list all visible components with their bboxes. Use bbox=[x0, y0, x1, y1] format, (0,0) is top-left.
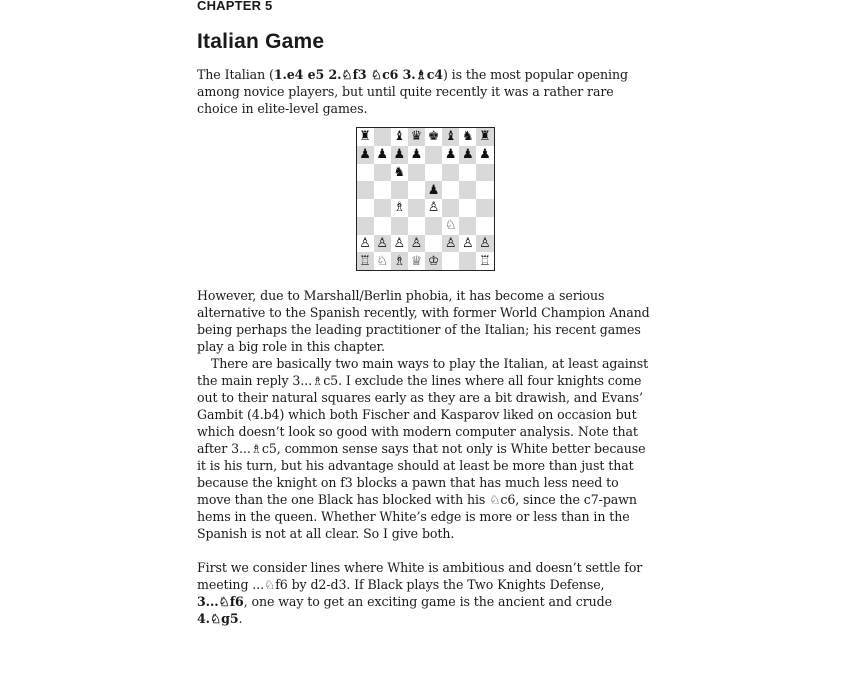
square-f4 bbox=[442, 199, 459, 217]
square-h7 bbox=[476, 146, 493, 164]
chess-piece-icon: ♝ bbox=[444, 129, 457, 145]
square-h2 bbox=[476, 235, 493, 253]
chess-piece-icon: ♞ bbox=[393, 164, 406, 180]
square-c5 bbox=[391, 181, 408, 199]
chess-piece-icon: ♙ bbox=[359, 235, 371, 251]
square-b6 bbox=[374, 164, 391, 182]
two-knights-move-1: 3...♘f6 bbox=[197, 594, 244, 609]
square-f3 bbox=[442, 217, 459, 235]
square-g3 bbox=[459, 217, 476, 235]
square-c8 bbox=[391, 128, 408, 146]
square-e8 bbox=[425, 128, 442, 146]
square-a7 bbox=[357, 146, 374, 164]
square-g8 bbox=[459, 128, 476, 146]
chess-piece-icon: ♞ bbox=[461, 129, 474, 145]
square-a8 bbox=[357, 128, 374, 146]
square-d1 bbox=[408, 252, 425, 270]
square-e1 bbox=[425, 252, 442, 270]
chess-piece-icon: ♟ bbox=[479, 147, 491, 163]
two-knights-text-c: . bbox=[238, 611, 243, 626]
square-f2 bbox=[442, 235, 459, 253]
chess-piece-icon: ♛ bbox=[410, 129, 423, 145]
two-knights-text-a: First we consider lines where White is ambitious and doesn’t settle for meeting ...♘f6 by d2-d3. If Black plays the Two Knights Defense, bbox=[197, 560, 643, 592]
square-f1 bbox=[442, 252, 459, 270]
two-knights-move-2: 4.♘g5 bbox=[197, 611, 239, 626]
chess-piece-icon: ♙ bbox=[393, 235, 406, 251]
paragraph-two-knights bbox=[197, 559, 652, 627]
two-knights-text-b: , one way to get an exciting game is the ancient and crude bbox=[243, 594, 612, 609]
chess-piece-icon: ♟ bbox=[410, 147, 423, 163]
square-g6 bbox=[459, 164, 476, 182]
chess-piece-icon: ♘ bbox=[376, 253, 389, 269]
square-c4 bbox=[391, 199, 408, 217]
paragraph-main-ways: There are basically two main ways to play the Italian, at least against the main reply 3...♗c5. I exclude the lines where all four knights come out to their natural squares early as they are a bit drawish, and Evans’ Gambit (4.b4) which both Fischer and Kasparov liked on occasion but which doesn’t look so good with modern computer analysis. Note that after 3...♗c5, common sense says that not only is White better because it is his turn, but his advantage should at least be more than just that because the knight on f3 blocks a pawn that has much less need to move than the one Black has blocked with his ♘c6, since the c7-pawn hems in the queen. Whether White’s edge is more or less than in the Spanish is not at all clear. So I give both. bbox=[197, 356, 649, 541]
square-d4 bbox=[408, 199, 425, 217]
square-g1 bbox=[459, 252, 476, 270]
chess-piece-icon: ♕ bbox=[410, 253, 423, 269]
chess-piece-icon: ♟ bbox=[427, 182, 440, 198]
square-a3 bbox=[357, 217, 374, 235]
chess-piece-icon: ♙ bbox=[410, 235, 423, 251]
square-h8 bbox=[476, 128, 493, 146]
chess-piece-icon: ♚ bbox=[427, 129, 440, 145]
square-d2 bbox=[408, 235, 425, 253]
square-b1 bbox=[374, 252, 391, 270]
square-f5 bbox=[442, 181, 459, 199]
square-h3 bbox=[476, 217, 493, 235]
chess-piece-icon: ♘ bbox=[444, 218, 457, 234]
square-a1 bbox=[357, 252, 374, 270]
square-e3 bbox=[425, 217, 442, 235]
square-h1 bbox=[476, 252, 493, 270]
chess-piece-icon: ♟ bbox=[461, 147, 474, 163]
square-b3 bbox=[374, 217, 391, 235]
square-b4 bbox=[374, 199, 391, 217]
square-e7 bbox=[425, 146, 442, 164]
intro-text-a: The Italian ( bbox=[197, 67, 274, 82]
square-a6 bbox=[357, 164, 374, 182]
square-f6 bbox=[442, 164, 459, 182]
square-e6 bbox=[425, 164, 442, 182]
square-b7 bbox=[374, 146, 391, 164]
book-page bbox=[197, 0, 652, 627]
square-b2 bbox=[374, 235, 391, 253]
square-c6 bbox=[391, 164, 408, 182]
chess-piece-icon: ♗ bbox=[393, 200, 406, 216]
square-g7 bbox=[459, 146, 476, 164]
intro-text-b: ) is the most popular opening among novice players, but until quite recently it was a rather rare choice in elite-level games. bbox=[197, 67, 628, 116]
square-c3 bbox=[391, 217, 408, 235]
chess-piece-icon: ♖ bbox=[359, 253, 371, 269]
square-d3 bbox=[408, 217, 425, 235]
square-h6 bbox=[476, 164, 493, 182]
chapter-label: CHAPTER 5 bbox=[197, 0, 273, 13]
chess-piece-icon: ♟ bbox=[444, 147, 457, 163]
square-g5 bbox=[459, 181, 476, 199]
chess-piece-icon: ♖ bbox=[479, 253, 491, 269]
chess-diagram bbox=[197, 127, 652, 271]
square-a4 bbox=[357, 199, 374, 217]
chess-piece-icon: ♙ bbox=[461, 235, 474, 251]
square-d8 bbox=[408, 128, 425, 146]
chess-piece-icon: ♝ bbox=[393, 129, 406, 145]
square-h4 bbox=[476, 199, 493, 217]
chess-piece-icon: ♙ bbox=[376, 235, 389, 251]
square-d7 bbox=[408, 146, 425, 164]
intro-paragraph bbox=[197, 66, 652, 117]
square-h5 bbox=[476, 181, 493, 199]
chess-piece-icon: ♙ bbox=[479, 235, 491, 251]
chess-piece-icon: ♟ bbox=[393, 147, 406, 163]
square-d6 bbox=[408, 164, 425, 182]
square-b5 bbox=[374, 181, 391, 199]
chess-piece-icon: ♟ bbox=[376, 147, 389, 163]
square-e4 bbox=[425, 199, 442, 217]
square-c1 bbox=[391, 252, 408, 270]
square-g2 bbox=[459, 235, 476, 253]
chess-piece-icon: ♙ bbox=[444, 235, 457, 251]
square-a2 bbox=[357, 235, 374, 253]
chapter-title: Italian Game bbox=[197, 30, 325, 53]
square-f7 bbox=[442, 146, 459, 164]
square-c7 bbox=[391, 146, 408, 164]
square-f8 bbox=[442, 128, 459, 146]
chess-piece-icon: ♜ bbox=[359, 129, 371, 145]
square-e5 bbox=[425, 181, 442, 199]
chess-piece-icon: ♔ bbox=[427, 253, 440, 269]
square-g4 bbox=[459, 199, 476, 217]
square-b8 bbox=[374, 128, 391, 146]
chess-piece-icon: ♟ bbox=[359, 147, 371, 163]
chess-board bbox=[356, 127, 495, 271]
square-a5 bbox=[357, 181, 374, 199]
square-d5 bbox=[408, 181, 425, 199]
chess-piece-icon: ♗ bbox=[393, 253, 406, 269]
paragraph-marshall: However, due to Marshall/Berlin phobia, it has become a serious alternative to the Spanish recently, with former World Champion Anand being perhaps the leading practitioner of the Italian; his recent games play a big role in this chapter. bbox=[197, 288, 650, 354]
chess-piece-icon: ♜ bbox=[479, 129, 491, 145]
chess-piece-icon: ♙ bbox=[427, 200, 440, 216]
square-c2 bbox=[391, 235, 408, 253]
intro-moves: 1.e4 e5 2.♘f3 ♘c6 3.♗c4 bbox=[273, 67, 443, 82]
square-e2 bbox=[425, 235, 442, 253]
